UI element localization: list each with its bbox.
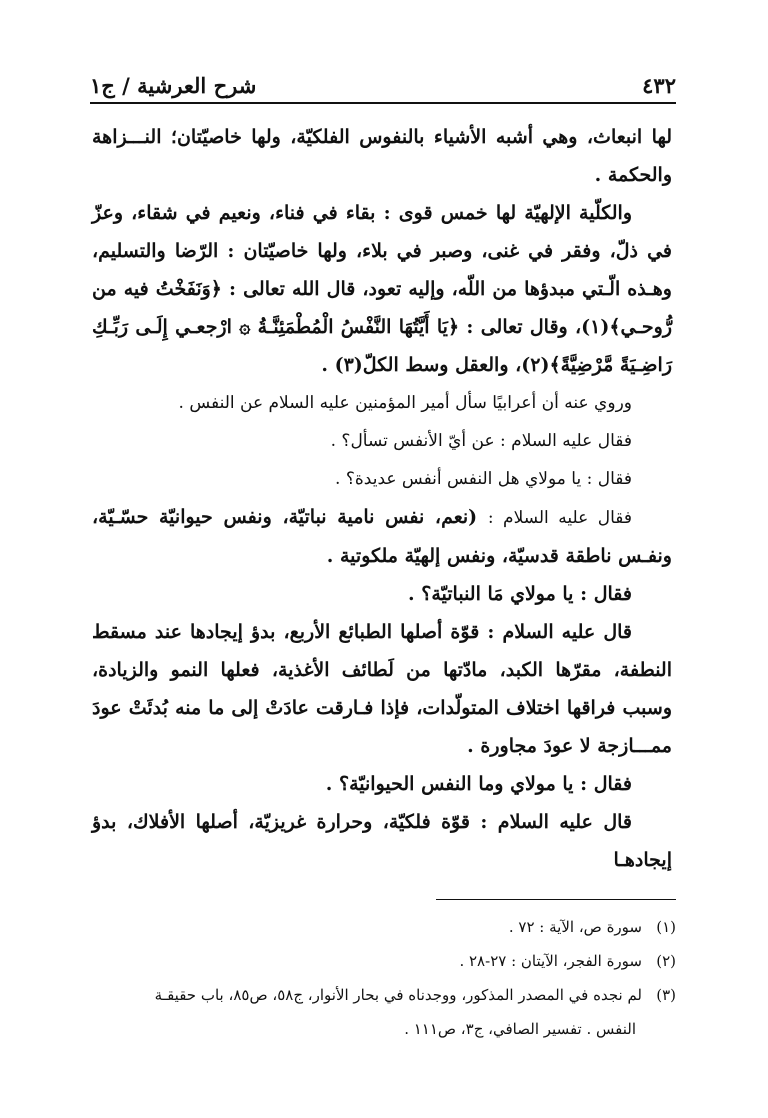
running-header [90, 58, 676, 98]
paragraph-2: والكلّية الإلهيّة لها خمس قوى : بقاء في فناء، ونعيم في شقاء، وعزّ في ذلّ، وفقر في غنى، وصبر في بلاء، ولها خاصيّتان : الرّضا والتسليم، وهـذه الّـتي مبدؤها من اللّه، وإليه تعود، قال الله تعالى : ﴿وَنَفَخْتُ فيه من رُّوحـي﴾(١)، وقال تعالى : ﴿يَا أَيَّتُهَا النَّفْسُ الْمُطْمَئِنَّـةُ ۞ ارْجعـي إِلَـى رَبِّـكِ رَاضِـيَةً مَّرْضِيَّةً﴾(٢)، والعقل وسط الكلّ(٣) . [92, 202, 672, 376]
main-text [92, 118, 672, 879]
footnote-1-text: سورة ص، الآية : ٧٢ . [508, 918, 642, 936]
page-number: ٤٣٢ [642, 73, 676, 98]
paragraph-6-rest: (نعم، نفس نامية نباتيّة، ونفس حيوانيّة حسّـيّة، ونفـس ناطقة قدسيّة، ونفس إلهيّة ملكوتية . [92, 506, 672, 567]
footnote-2-number: (٢) [656, 952, 676, 970]
footnote-3-continuation: النفس . تفسير الصافي، ج٣، ص١١١ . [404, 1020, 636, 1038]
footnote-rule [436, 899, 676, 900]
book-title: شرح العرشية / ج١ [90, 73, 257, 98]
paragraph-3: وروي عنه أن أعرابيًا سأل أمير المؤمنين عليه السلام عن النفس . [178, 393, 632, 413]
paragraph-9: فقال : يا مولاي وما النفس الحيوانيّة؟ . [325, 773, 632, 795]
paragraph-4: فقال عليه السلام : عن أيّ الأنفس تسأل؟ . [330, 431, 632, 451]
paragraph-10: قال عليه السلام : قوّة فلكيّة، وحرارة غريزيّة، أصلها الأفلاك، بدؤ إيجادهـا [92, 811, 672, 871]
paragraph-1: لها انبعاث، وهي أشبه الأشياء بالنفوس الفلكيّة، ولها خاصيّتان؛ النـــزاهة والحكمة . [92, 126, 672, 186]
footnote-3-number: (٣) [656, 986, 676, 1004]
paragraph-5: فقال : يا مولاي هل النفس أنفس عديدة؟ . [335, 469, 632, 489]
paragraph-6 [92, 498, 672, 575]
paragraph-8: قال عليه السلام : قوّة أصلها الطبائع الأربع، بدؤ إيجادها عند مسقط النطفة، مقرّها الكبد، مادّتها من لَطائف الأغذية، فعلها النمو والزيادة، وسبب فراقها اختلاف المتولّدات، فإذا فـارقت عادَتْ إلى ما منه بُدئَتْ عودَ ممـــازجة لا عودَ مجاورة . [92, 621, 672, 757]
footnote-3 [92, 978, 676, 1012]
paragraph-7: فقال : يا مولاي مَا النباتيّة؟ . [408, 583, 632, 605]
header-rule [90, 102, 676, 104]
paragraph-6-lead: فقال عليه السلام : [487, 508, 632, 528]
footnote-1-number: (١) [656, 918, 676, 936]
footnote-1 [92, 910, 676, 944]
footnotes [92, 910, 676, 1046]
footnote-2 [92, 944, 676, 978]
footnote-2-text: سورة الفجر، الآيتان : ٢٧-٢٨ . [459, 952, 642, 970]
footnote-3-text: لم نجده في المصدر المذكور، ووجدناه في بحار الأنوار، ج٥٨، ص٨٥، باب حقيقـة [154, 986, 642, 1004]
